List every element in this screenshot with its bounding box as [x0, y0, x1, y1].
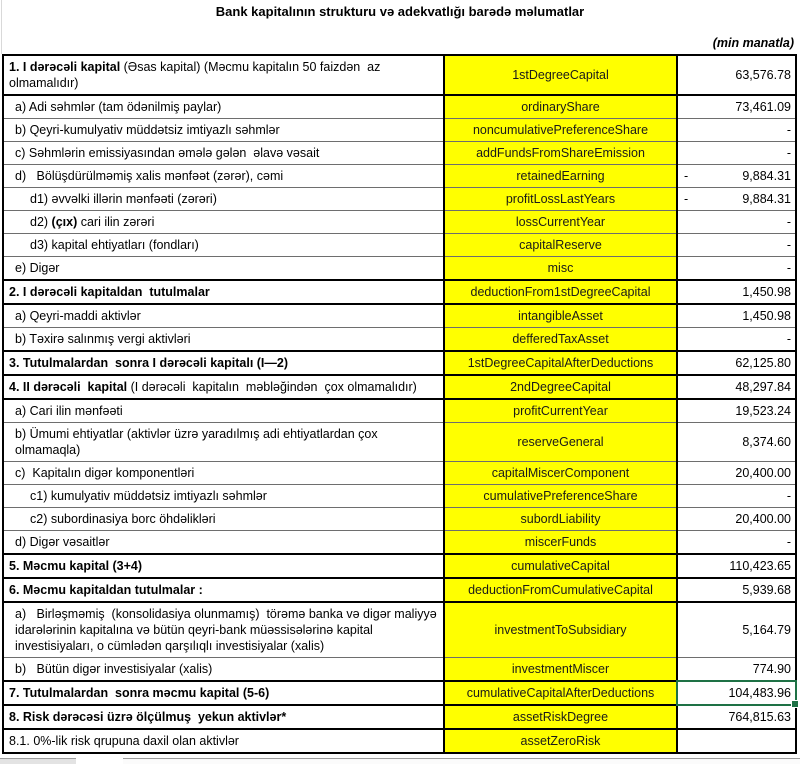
negative-sign: -	[684, 169, 689, 183]
value-cell[interactable]	[677, 234, 796, 257]
field-code-cell[interactable]	[444, 554, 677, 578]
row-label-text: 3. Tutulmalardan sonra I dərəcəli kapitalı (I—2)	[9, 356, 289, 370]
value-text: 19,523.24	[735, 404, 791, 418]
table-row	[3, 578, 796, 602]
row-label-cell[interactable]	[3, 119, 444, 142]
value-cell[interactable]	[677, 399, 796, 423]
field-code-cell[interactable]	[444, 119, 677, 142]
field-code-cell[interactable]	[444, 729, 677, 753]
field-code-cell[interactable]	[444, 95, 677, 119]
value-text: 1,450.98	[742, 285, 791, 299]
value-cell[interactable]	[677, 462, 796, 485]
field-code-cell[interactable]	[444, 142, 677, 165]
row-label-text: b) Ümumi ehtiyatlar (aktivlər üzrə yaradılmış adi ehtiyatlardan çox olmamaqla)	[15, 427, 382, 457]
page-title: Bank kapitalının strukturu və adekvatlığı barədə məlumatlar	[215, 4, 585, 19]
table-row	[3, 681, 796, 705]
field-code-text: deductionFrom1stDegreeCapital	[470, 285, 651, 299]
field-code-text: reserveGeneral	[517, 435, 604, 449]
field-code-text: capitalReserve	[519, 238, 602, 252]
value-text: 104,483.96	[728, 686, 791, 700]
field-code-text: capitalMiscerComponent	[491, 466, 630, 480]
field-code-text: assetZeroRisk	[520, 734, 601, 748]
field-code-cell[interactable]	[444, 234, 677, 257]
row-label-cell[interactable]	[3, 658, 444, 682]
table-row	[3, 95, 796, 119]
field-code-text: addFundsFromShareEmission	[476, 146, 645, 160]
value-cell[interactable]	[677, 423, 796, 462]
field-code-text: miscerFunds	[524, 535, 597, 549]
value-text: 20,400.00	[735, 512, 791, 526]
field-code-text: noncumulativePreferenceShare	[472, 123, 649, 137]
row-label-text: 8.1. 0%-lik risk qrupuna daxil olan aktivlər	[9, 734, 239, 748]
field-code-text: investmentMiscer	[511, 662, 610, 676]
field-code-cell[interactable]	[444, 304, 677, 328]
value-text: 48,297.84	[735, 380, 791, 394]
field-code-cell[interactable]	[444, 55, 677, 95]
value-cell[interactable]	[677, 280, 796, 304]
field-code-text: subordLiability	[520, 512, 601, 526]
value-text: 5,939.68	[742, 583, 791, 597]
row-label-cell[interactable]	[3, 95, 444, 119]
field-code-cell[interactable]	[444, 602, 677, 658]
value-cell[interactable]	[677, 142, 796, 165]
row-label-cell[interactable]	[3, 55, 444, 95]
table-row	[3, 165, 796, 188]
field-code-cell[interactable]	[444, 423, 677, 462]
table-row	[3, 462, 796, 485]
row-label-cell[interactable]	[3, 280, 444, 304]
row-label-cell[interactable]	[3, 423, 444, 462]
value-cell[interactable]	[677, 554, 796, 578]
sheet-tab-strip	[123, 758, 800, 764]
value-text: 9,884.31	[742, 169, 791, 183]
row-label-cell[interactable]	[3, 328, 444, 352]
row-label-cell[interactable]	[3, 257, 444, 281]
value-cell[interactable]	[677, 165, 796, 188]
row-label-cell[interactable]	[3, 399, 444, 423]
row-label-text: d) Digər vəsaitlər	[15, 535, 110, 549]
value-cell[interactable]	[677, 578, 796, 602]
row-label-cell[interactable]	[3, 602, 444, 658]
row-label-text: b) Qeyri-kumulyativ müddətsiz imtiyazlı səhmlər	[15, 123, 280, 137]
row-label-text: a) Birləşməmiş (konsolidasiya olunmamış) törəmə banka və digər maliyyə idarələrinin kapitalına və bütün qeyri-bank müəssisələrinə kapital investisiyaları, o cümlədən qarşılıqlı investisiyalar (xalis)	[15, 607, 441, 653]
table-row	[3, 119, 796, 142]
table-row	[3, 280, 796, 304]
value-cell[interactable]	[677, 304, 796, 328]
row-label-cell[interactable]	[3, 531, 444, 555]
row-label-cell[interactable]	[3, 234, 444, 257]
table-row	[3, 729, 796, 753]
value-text: 5,164.79	[742, 623, 791, 637]
value-cell[interactable]	[677, 188, 796, 211]
value-cell[interactable]	[677, 375, 796, 399]
value-cell[interactable]	[677, 211, 796, 234]
value-text: -	[786, 332, 791, 346]
value-text: 774.90	[752, 662, 791, 676]
row-label-cell[interactable]	[3, 211, 444, 234]
worksheet-gridline	[1, 0, 2, 54]
value-text: -	[786, 238, 791, 252]
table-row	[3, 211, 796, 234]
table-row	[3, 705, 796, 729]
value-text: 1,450.98	[742, 309, 791, 323]
table-row	[3, 531, 796, 555]
value-text: -	[786, 123, 791, 137]
field-code-cell[interactable]	[444, 211, 677, 234]
row-label-text: c) Kapitalın digər komponentləri	[15, 466, 195, 480]
table-row	[3, 351, 796, 375]
row-label-text: b) Təxirə salınmış vergi aktivləri	[15, 332, 191, 346]
row-label-text: 2. I dərəcəli kapitaldan tutulmalar	[9, 285, 210, 299]
field-code-text: 2ndDegreeCapital	[510, 380, 611, 394]
row-label-cell[interactable]	[3, 681, 444, 705]
row-label-text: (Əsas kapital) (Məcmu kapitalın 50 faizdən az olmamalıdır)	[9, 60, 384, 90]
field-code-text: lossCurrentYear	[515, 215, 606, 229]
value-text: -	[786, 146, 791, 160]
value-cell[interactable]	[677, 508, 796, 531]
field-code-cell[interactable]	[444, 399, 677, 423]
field-code-text: retainedEarning	[516, 169, 605, 183]
field-code-cell[interactable]	[444, 257, 677, 281]
field-code-text: cumulativeCapitalAfterDeductions	[466, 686, 655, 700]
unit-note: (min manatla)	[712, 36, 794, 50]
field-code-text: profitCurrentYear	[513, 404, 608, 418]
value-cell[interactable]	[677, 531, 796, 555]
value-text: 63,576.78	[735, 68, 791, 82]
value-cell[interactable]	[677, 602, 796, 658]
row-label-cell[interactable]	[3, 554, 444, 578]
row-label-text: a) Cari ilin mənfəəti	[15, 404, 123, 418]
row-label-cell[interactable]	[3, 578, 444, 602]
field-code-text: 1stDegreeCapitalAfterDeductions	[467, 356, 654, 370]
value-cell[interactable]	[677, 729, 796, 753]
table-row	[3, 658, 796, 682]
value-text: -	[786, 215, 791, 229]
field-code-text: defferedTaxAsset	[512, 332, 609, 346]
selection-fill-handle[interactable]	[791, 700, 799, 708]
value-text: 110,423.65	[729, 559, 791, 573]
value-cell[interactable]	[677, 485, 796, 508]
row-label-cell[interactable]	[3, 142, 444, 165]
table-row	[3, 602, 796, 658]
value-cell[interactable]	[677, 55, 796, 95]
row-label-cell[interactable]	[3, 375, 444, 399]
table-row	[3, 375, 796, 399]
row-label-text: d1) əvvəlki illərin mənfəəti (zərəri)	[30, 192, 217, 206]
value-cell-selected[interactable]	[677, 681, 796, 705]
value-cell[interactable]	[677, 95, 796, 119]
field-code-cell[interactable]	[444, 578, 677, 602]
table-row	[3, 423, 796, 462]
field-code-cell[interactable]	[444, 351, 677, 375]
field-code-text: profitLossLastYears	[505, 192, 616, 206]
row-label-cell[interactable]	[3, 485, 444, 508]
sheet-tab-bar	[0, 757, 800, 764]
row-label-text: d) Bölüşdürülməmiş xalis mənfəət (zərər), cəmi	[15, 169, 284, 183]
row-label-text: (I dərəcəli kapitalın məbləğindən çox olmamalıdır)	[127, 380, 417, 394]
field-code-cell[interactable]	[444, 165, 677, 188]
field-code-cell[interactable]	[444, 508, 677, 531]
row-label-text: e) Digər	[15, 261, 60, 275]
field-code-cell[interactable]	[444, 375, 677, 399]
value-text: 73,461.09	[735, 100, 791, 114]
field-code-text: cumulativeCapital	[511, 559, 610, 573]
value-cell[interactable]	[677, 257, 796, 281]
negative-sign: -	[684, 192, 689, 206]
value-text: 20,400.00	[735, 466, 791, 480]
table-row	[3, 257, 796, 281]
row-label-text: b) Bütün digər investisiyalar (xalis)	[15, 662, 213, 676]
value-text: -	[786, 261, 791, 275]
row-label-text: 7. Tutulmalardan sonra məcmu kapital (5-6)	[9, 686, 270, 700]
value-cell[interactable]	[677, 705, 796, 729]
row-label-text: 6. Məcmu kapitaldan tutulmalar :	[9, 583, 203, 597]
field-code-cell[interactable]	[444, 328, 677, 352]
capital-structure-table	[2, 54, 797, 754]
value-text: 764,815.63	[728, 710, 791, 724]
row-label-text: a) Qeyri-maddi aktivlər	[15, 309, 141, 323]
field-code-cell[interactable]	[444, 531, 677, 555]
sheet-tab-active[interactable]	[76, 758, 123, 764]
field-code-cell[interactable]	[444, 280, 677, 304]
row-label-cell[interactable]	[3, 351, 444, 375]
capital-table-body	[3, 55, 796, 753]
row-label-text: c2) subordinasiya borc öhdəlikləri	[30, 512, 216, 526]
row-label-cell[interactable]	[3, 729, 444, 753]
row-label-text: d2)	[30, 215, 52, 229]
sheet-tab-inactive[interactable]	[0, 758, 77, 764]
table-row	[3, 234, 796, 257]
table-row	[3, 55, 796, 95]
field-code-cell[interactable]	[444, 705, 677, 729]
table-row	[3, 399, 796, 423]
row-label-cell[interactable]	[3, 705, 444, 729]
field-code-text: ordinaryShare	[521, 100, 600, 114]
row-label-cell[interactable]	[3, 304, 444, 328]
row-label-text: c1) kumulyativ müddətsiz imtiyazlı səhmlər	[30, 489, 267, 503]
row-label-text: (çıx)	[51, 215, 78, 229]
field-code-cell[interactable]	[444, 658, 677, 682]
row-label-text: 1. I dərəcəli kapital	[9, 60, 121, 74]
table-row	[3, 188, 796, 211]
table-row	[3, 554, 796, 578]
field-code-cell[interactable]	[444, 681, 677, 705]
field-code-text: intangibleAsset	[518, 309, 603, 323]
table-row	[3, 304, 796, 328]
value-text: 9,884.31	[742, 192, 791, 206]
field-code-text: misc	[547, 261, 574, 275]
value-cell[interactable]	[677, 328, 796, 352]
row-label-text: 8. Risk dərəcəsi üzrə ölçülmuş yekun aktivlər*	[9, 710, 287, 724]
value-text: 8,374.60	[742, 435, 791, 449]
value-cell[interactable]	[677, 119, 796, 142]
field-code-cell[interactable]	[444, 462, 677, 485]
field-code-text: deductionFromCumulativeCapital	[468, 583, 653, 597]
table-row	[3, 142, 796, 165]
value-cell[interactable]	[677, 658, 796, 682]
row-label-text: a) Adi səhmlər (tam ödənilmiş paylar)	[15, 100, 222, 114]
row-label-text: cari ilin zərəri	[77, 215, 155, 229]
row-label-cell[interactable]	[3, 165, 444, 188]
field-code-text: assetRiskDegree	[512, 710, 609, 724]
row-label-text: d3) kapital ehtiyatları (fondları)	[30, 238, 199, 252]
row-label-text: c) Səhmlərin emissiyasından əmələ gələn əlavə vəsait	[15, 146, 320, 160]
table-row	[3, 485, 796, 508]
row-label-text: 4. II dərəcəli kapital	[9, 380, 128, 394]
value-text: 62,125.80	[735, 356, 791, 370]
row-label-cell[interactable]	[3, 508, 444, 531]
field-code-text: cumulativePreferenceShare	[483, 489, 638, 503]
field-code-text: investmentToSubsidiary	[494, 623, 627, 637]
row-label-cell[interactable]	[3, 462, 444, 485]
table-row	[3, 508, 796, 531]
table-row	[3, 328, 796, 352]
field-code-cell[interactable]	[444, 485, 677, 508]
row-label-cell[interactable]	[3, 188, 444, 211]
field-code-cell[interactable]	[444, 188, 677, 211]
value-text: -	[786, 489, 791, 503]
field-code-text: 1stDegreeCapital	[512, 68, 609, 82]
row-label-text: 5. Məcmu kapital (3+4)	[9, 559, 143, 573]
value-text: -	[786, 535, 791, 549]
value-cell[interactable]	[677, 351, 796, 375]
